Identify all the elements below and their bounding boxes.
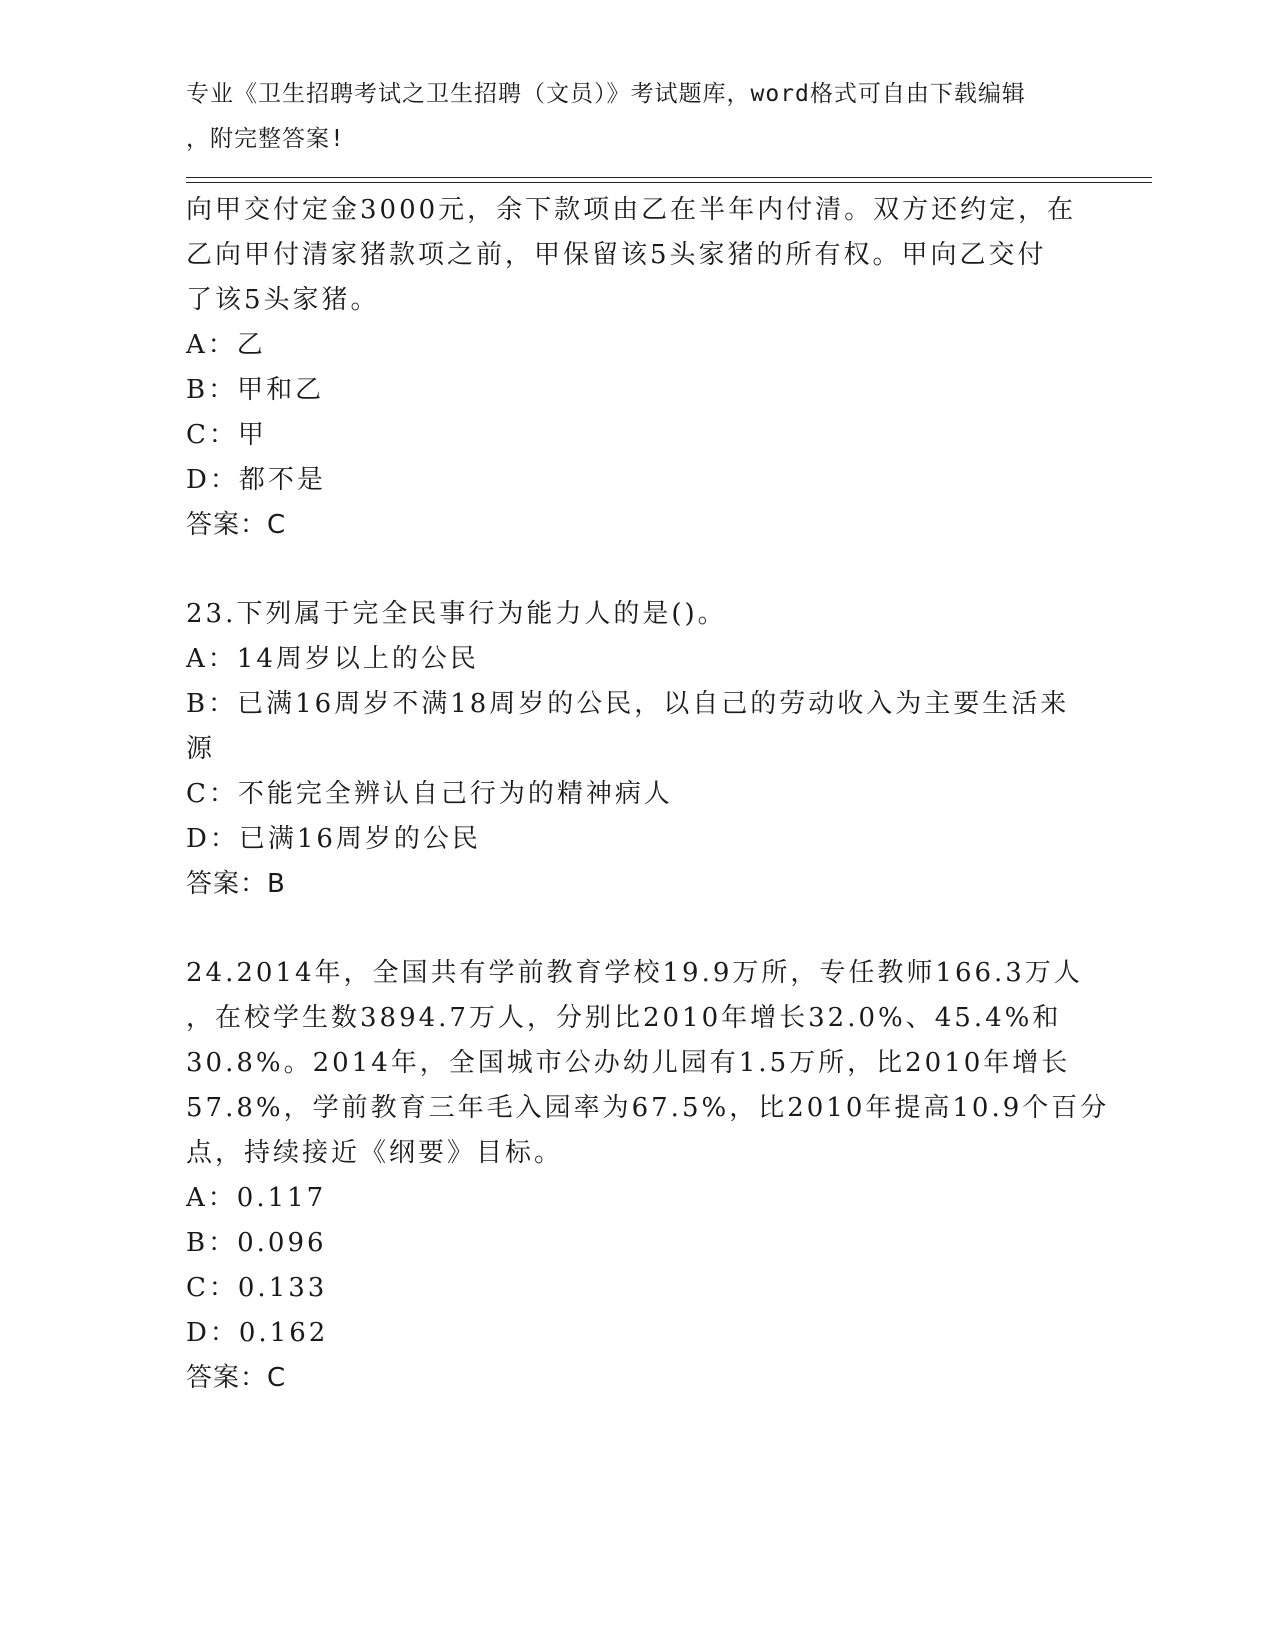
option-a: A：14周岁以上的公民 [186, 644, 479, 674]
answer-line: 答案：C [186, 1363, 287, 1393]
answer-line: 答案：B [186, 869, 286, 899]
question-22 [186, 188, 1086, 548]
question-stem-line: 24.2014年，全国共有学前教育学校19.9万所，专任教师166.3万人 [186, 958, 1083, 988]
option-c: C：甲 [186, 420, 267, 450]
question-stem-line: 57.8%，学前教育三年毛入园率为67.5%，比2010年提高10.9个百分 [186, 1093, 1110, 1123]
question-spacer [186, 548, 1086, 592]
question-24 [186, 951, 1110, 1401]
header-divider-top [186, 177, 1152, 178]
option-d: D：0.162 [186, 1318, 329, 1348]
header-divider-bottom [186, 182, 1152, 183]
question-stem-line: 了该5头家猪。 [186, 285, 380, 315]
question-stem-line: 23.下列属于完全民事行为能力人的是()。 [186, 599, 727, 629]
question-spacer [186, 907, 1086, 951]
option-b-continued: 源 [186, 734, 216, 764]
document-body [186, 188, 1110, 1401]
question-stem-line: ，在校学生数3894.7万人，分别比2010年增长32.0%、45.4%和 [186, 1003, 1062, 1033]
option-b: B：0.096 [186, 1228, 327, 1258]
option-d: D：已满16周岁的公民 [186, 824, 481, 854]
option-d: D：都不是 [186, 465, 326, 495]
question-stem-line: 乙向甲付清家猪款项之前，甲保留该5头家猪的所有权。甲向乙交付 [186, 240, 1047, 270]
question-stem-line: 向甲交付定金3000元，余下款项由乙在半年内付清。双方还约定，在 [186, 195, 1077, 225]
question-stem-line: 30.8%。2014年，全国城市公办幼儿园有1.5万所，比2010年增长 [186, 1048, 1071, 1078]
document-header [186, 72, 1086, 162]
answer-line: 答案：C [186, 510, 287, 540]
header-line-1: 专业《卫生招聘考试之卫生招聘（文员）》考试题库，word格式可自由下载编辑 [186, 81, 1026, 107]
option-a: A：0.117 [186, 1183, 327, 1213]
option-c: C：不能完全辨认自己行为的精神病人 [186, 779, 673, 809]
question-stem-line: 点，持续接近《纲要》目标。 [186, 1138, 564, 1168]
option-a: A：乙 [186, 330, 266, 360]
question-23 [186, 592, 1086, 907]
option-b: B：已满16周岁不满18周岁的公民，以自己的劳动收入为主要生活来 [186, 689, 1070, 719]
header-line-2: ，附完整答案! [186, 126, 345, 152]
option-c: C：0.133 [186, 1273, 328, 1303]
option-b: B：甲和乙 [186, 375, 325, 405]
